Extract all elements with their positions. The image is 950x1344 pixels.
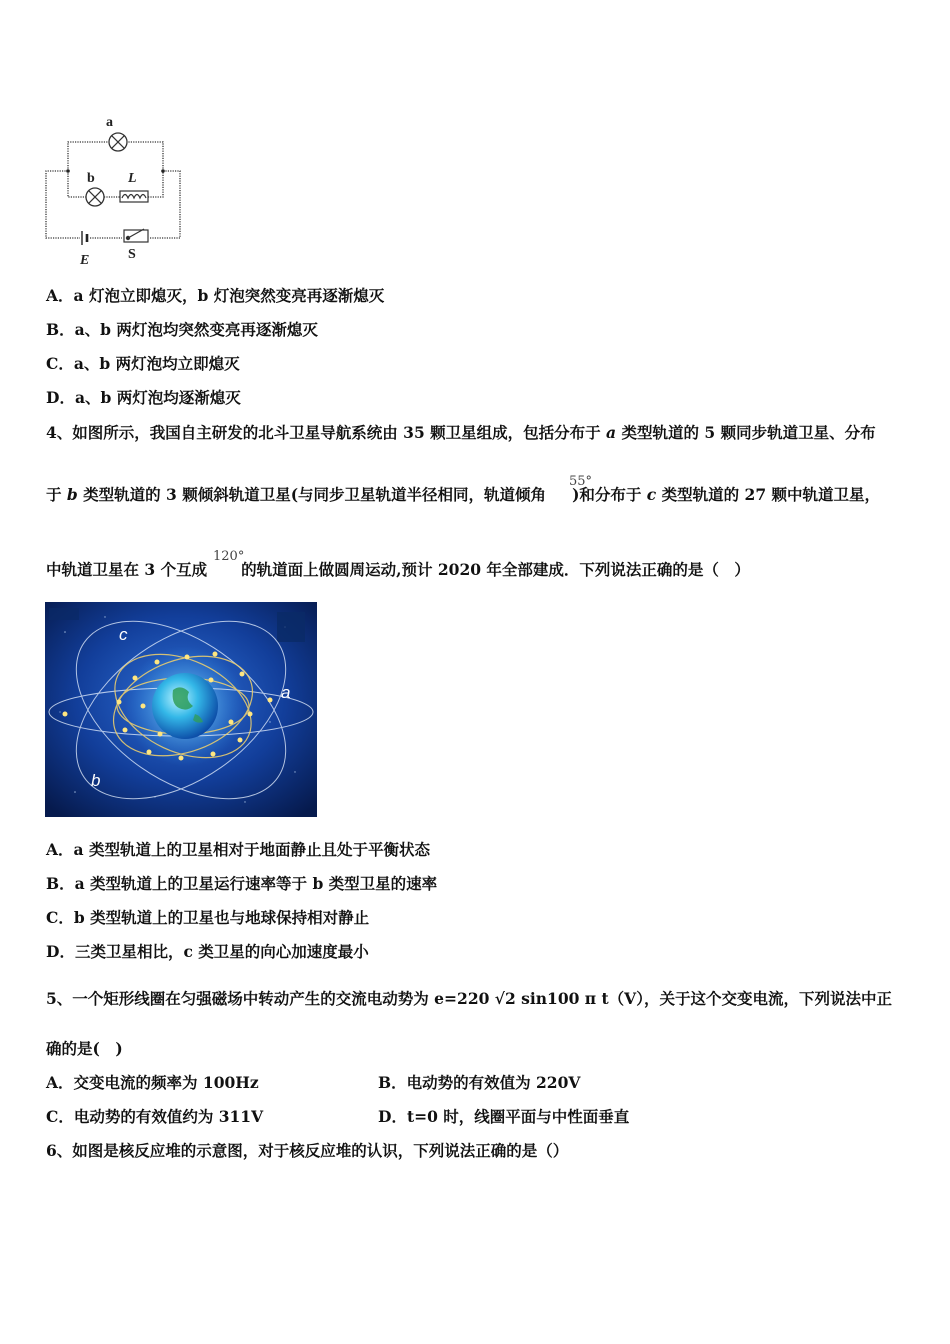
orbit-label-b: b — [91, 771, 101, 790]
battery-icon — [82, 231, 87, 245]
q3-option-a: A．a 灯泡立即熄灭，b 灯泡突然变亮再逐渐熄灭 — [46, 286, 385, 305]
orbit-label-a: a — [281, 683, 291, 702]
lamp-a-icon — [109, 133, 127, 151]
lamp-b-label: b — [87, 171, 95, 186]
inductor-icon — [120, 191, 148, 202]
q4-option-a: A．a 类型轨道上的卫星相对于地面静止且处于平衡状态 — [46, 840, 430, 859]
q4-option-d: D．三类卫星相比，c 类卫星的向心加速度最小 — [46, 942, 369, 961]
q5-option-d: D．t=0 时，线圈平面与中性面垂直 — [378, 1107, 630, 1126]
q5-option-c: C．电动势的有效值约为 311V — [46, 1107, 264, 1126]
q4-option-b: B．a 类型轨道上的卫星运行速率等于 b 类型卫星的速率 — [46, 874, 438, 893]
angle-55: 55° — [569, 474, 593, 489]
q5-option-a: A．交变电流的频率为 100Hz — [46, 1073, 259, 1092]
q3-option-d: D．a、b 两灯泡均逐渐熄灭 — [46, 388, 241, 407]
orbit-label-c: c — [119, 625, 128, 644]
lamp-a-label: a — [106, 115, 113, 130]
q5-option-b: B．电动势的有效值为 220V — [378, 1073, 581, 1092]
q3-option-c: C．a、b 两灯泡均立即熄灭 — [46, 354, 240, 373]
lamp-b-icon — [86, 188, 104, 206]
q6-stem-line1: 6、如图是核反应堆的示意图，对于核反应堆的认识，下列说法正确的是（） — [46, 1141, 569, 1160]
q4-stem-line2: 于 b 类型轨道的 3 颗倾斜轨道卫星(与同步卫星轨道半径相同，轨道倾角 )和分布于 c 类型轨道的 27 颗中轨道卫星， — [46, 485, 881, 504]
q4-stem-line3: 中轨道卫星在 3 个互成 的轨道面上做圆周运动,预计 2020 年全部建成．下列说法正确的是（ ） — [46, 560, 750, 579]
switch-icon — [124, 229, 148, 242]
q5-stem-line2: 确的是( ) — [46, 1039, 123, 1058]
angle-120: 120° — [213, 549, 245, 564]
q3-option-b: B．a、b 两灯泡均突然变亮再逐渐熄灭 — [46, 320, 318, 339]
q5-stem-line1: 5、一个矩形线圈在匀强磁场中转动产生的交流电动势为 e=220 √2 sin100 π t（V），关于这个交变电流，下列说法中正 — [46, 989, 892, 1008]
q4-option-c: C．b 类型轨道上的卫星也与地球保持相对静止 — [46, 908, 370, 927]
circuit-diagram — [40, 112, 190, 272]
q4-stem-line1: 4、如图所示，我国自主研发的北斗卫星导航系统由 35 颗卫星组成，包括分布于 a 类型轨道的 5 颗同步轨道卫星、分布 — [46, 423, 876, 442]
switch-label: S — [128, 247, 136, 262]
battery-label: E — [80, 253, 90, 268]
beidou-satellite-image — [45, 602, 317, 817]
inductor-label: L — [128, 171, 137, 186]
